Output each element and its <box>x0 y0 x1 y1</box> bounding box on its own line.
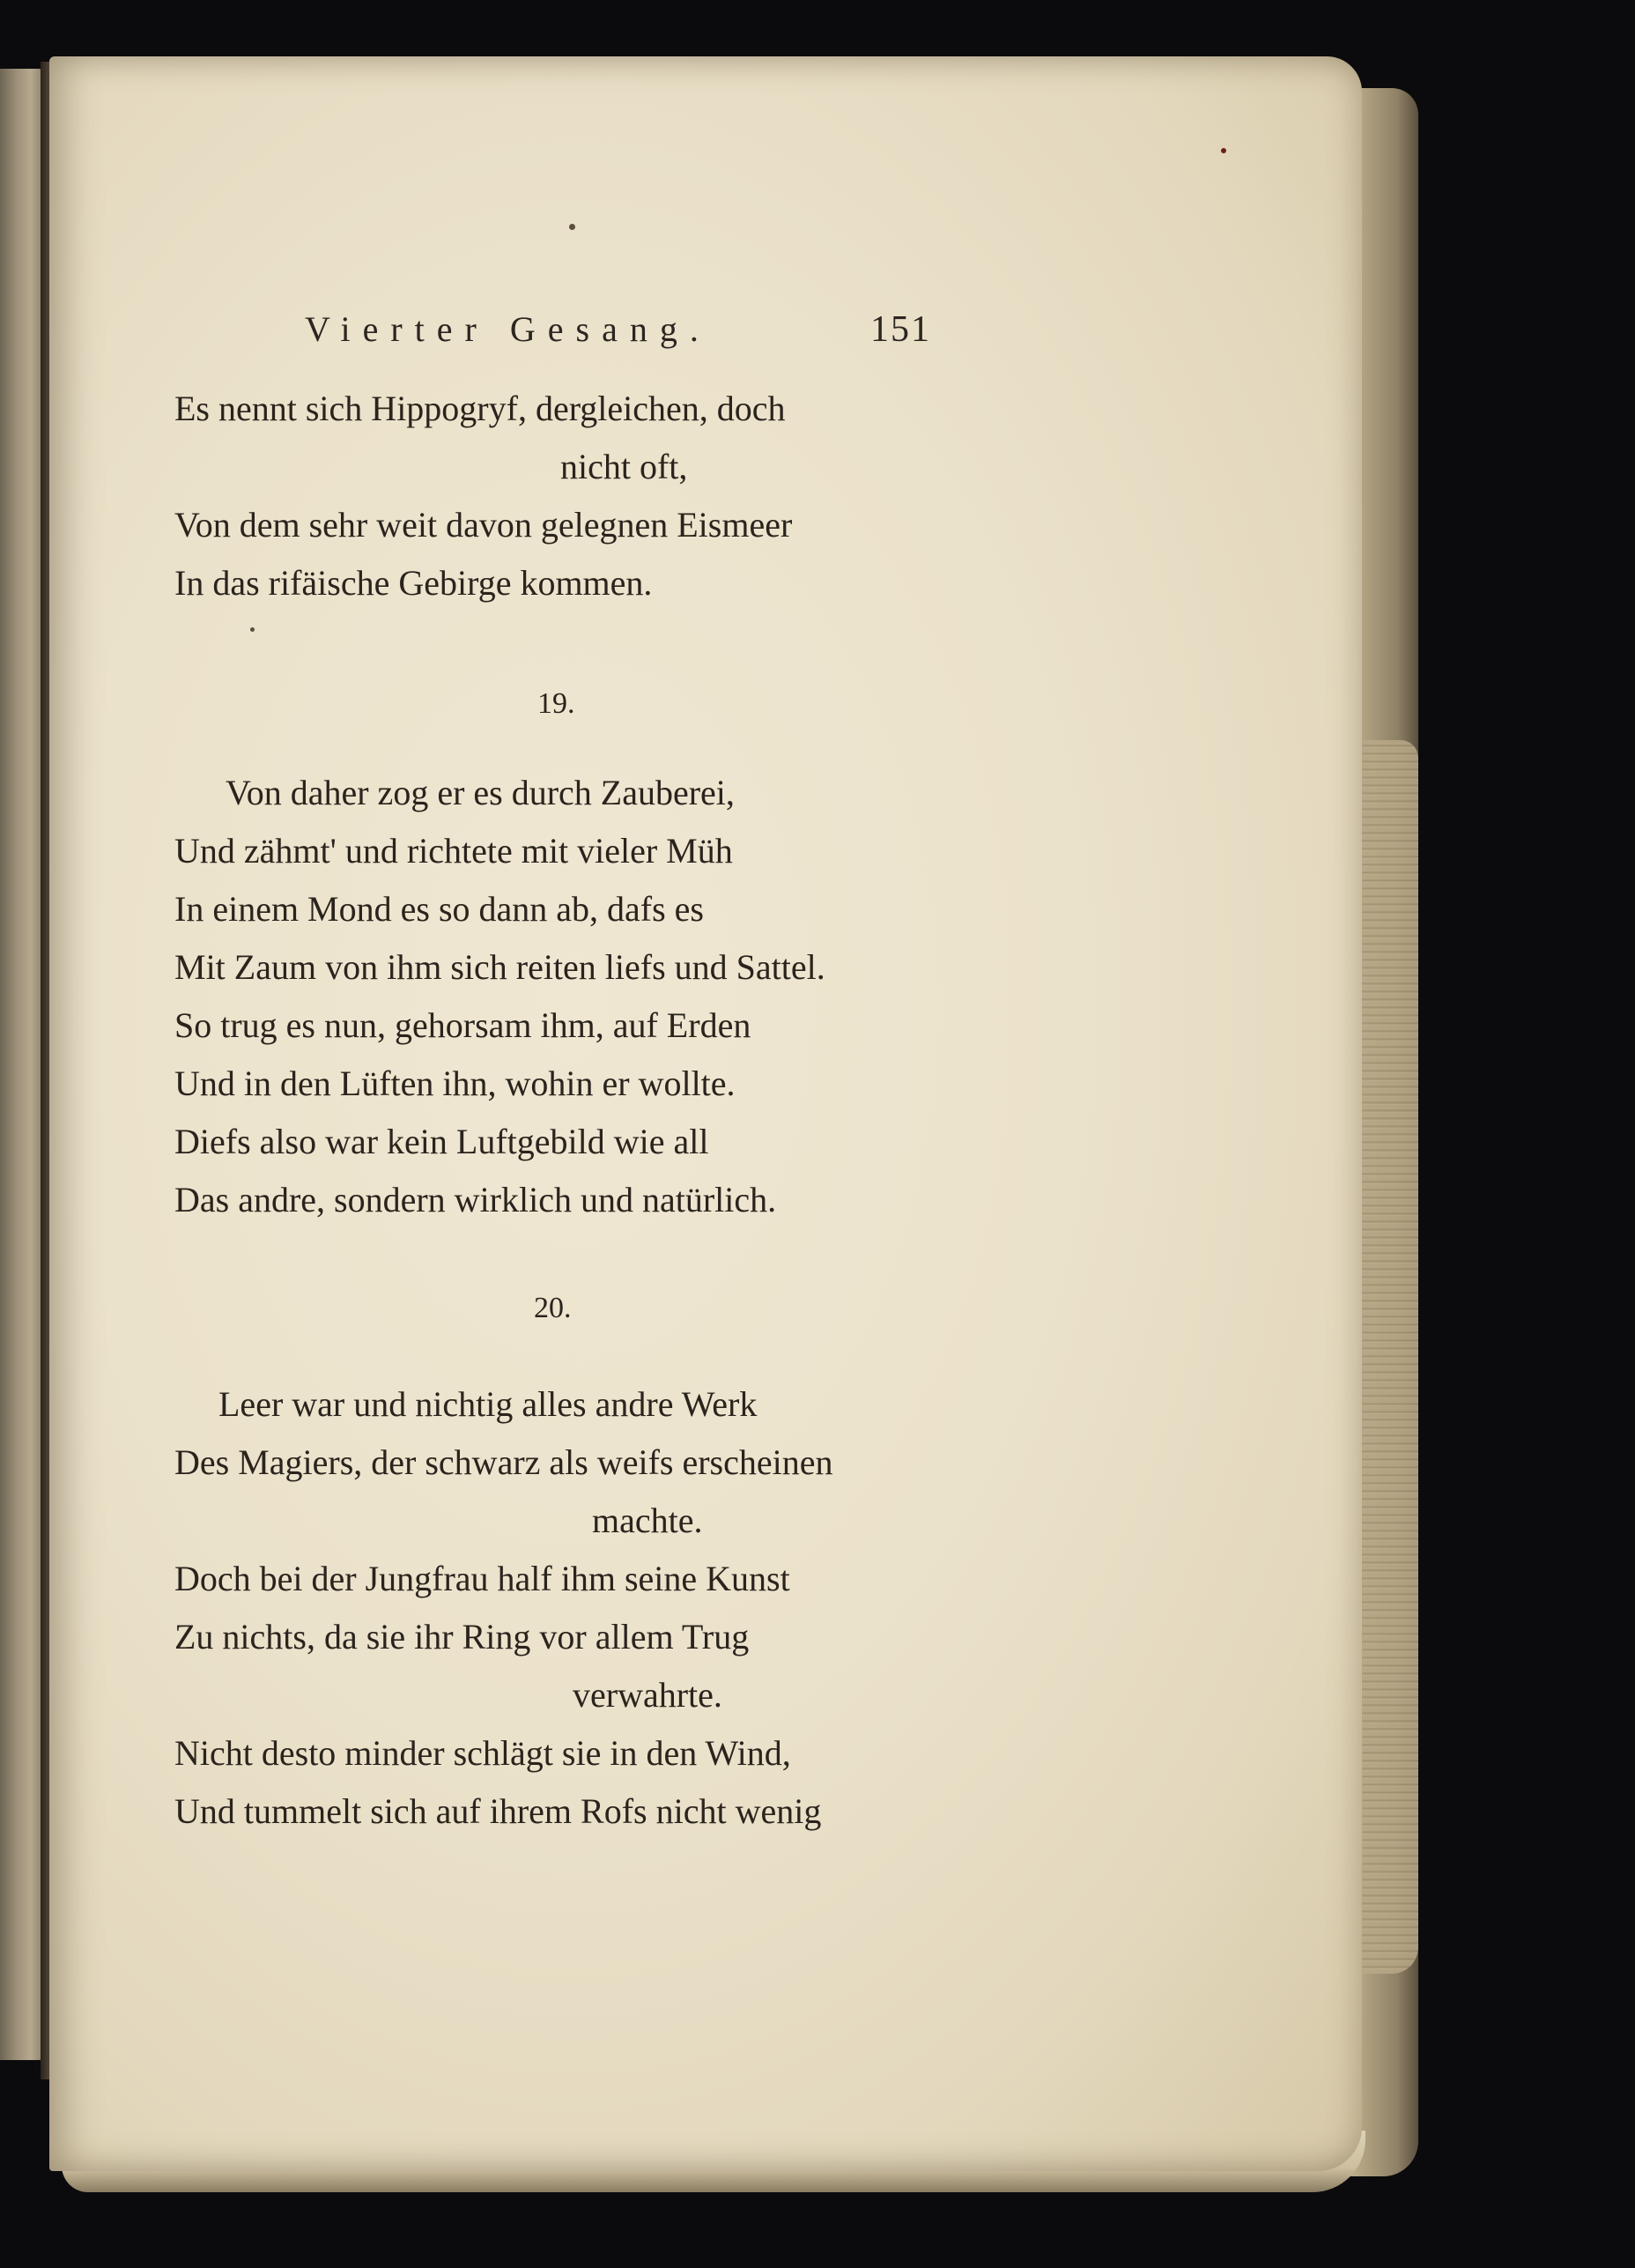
verse-line: Und in den Lüften ihn, wohin er wollte. <box>174 1064 736 1103</box>
verse-line: Des Magiers, der schwarz als weifs erscheinen <box>174 1442 833 1482</box>
page-number: 151 <box>870 309 931 350</box>
paper-speck <box>250 627 255 632</box>
paper-speck <box>1221 148 1226 153</box>
verse-line: Und tummelt sich auf ihrem Rofs nicht wenig <box>174 1791 822 1831</box>
verse-line-continuation: machte. <box>592 1501 703 1540</box>
previous-page-edge <box>0 69 44 2060</box>
paper-speck <box>569 224 575 230</box>
verse-line-continuation: nicht oft, <box>560 447 688 486</box>
verse-line: Doch bei der Jungfrau half ihm seine Kunst <box>174 1559 790 1598</box>
verse-line: Leer war und nichtig alles andre Werk <box>218 1384 758 1424</box>
verse-line: In einem Mond es so dann ab, dafs es <box>174 889 704 929</box>
verse-line: Mit Zaum von ihm sich reiten liefs und Sattel. <box>174 947 825 987</box>
verse-line: Das andre, sondern wirklich und natürlich. <box>174 1180 777 1219</box>
verse-line: In das rifäische Gebirge kommen. <box>174 563 653 603</box>
stanza-number: 20. <box>534 1292 572 1324</box>
running-title: Vierter Gesang. <box>305 309 711 349</box>
verse-line: Es nennt sich Hippogryf, dergleichen, doch <box>174 389 786 428</box>
verse-line: Diefs also war kein Luftgebild wie all <box>174 1122 709 1161</box>
verse-line: Zu nichts, da sie ihr Ring vor allem Trug <box>174 1617 750 1657</box>
verse-line: Und zähmt' und richtete mit vieler Müh <box>174 831 733 871</box>
verse-line: So trug es nun, gehorsam ihm, auf Erden <box>174 1005 751 1045</box>
book-page <box>49 56 1362 2171</box>
verse-line: Nicht desto minder schlägt sie in den Wind, <box>174 1733 791 1773</box>
verse-line: Von daher zog er es durch Zauberei, <box>226 773 735 812</box>
verse-line: Von dem sehr weit davon gelegnen Eismeer <box>174 505 793 545</box>
verse-line-continuation: verwahrte. <box>573 1675 722 1715</box>
stanza-number: 19. <box>537 687 575 720</box>
